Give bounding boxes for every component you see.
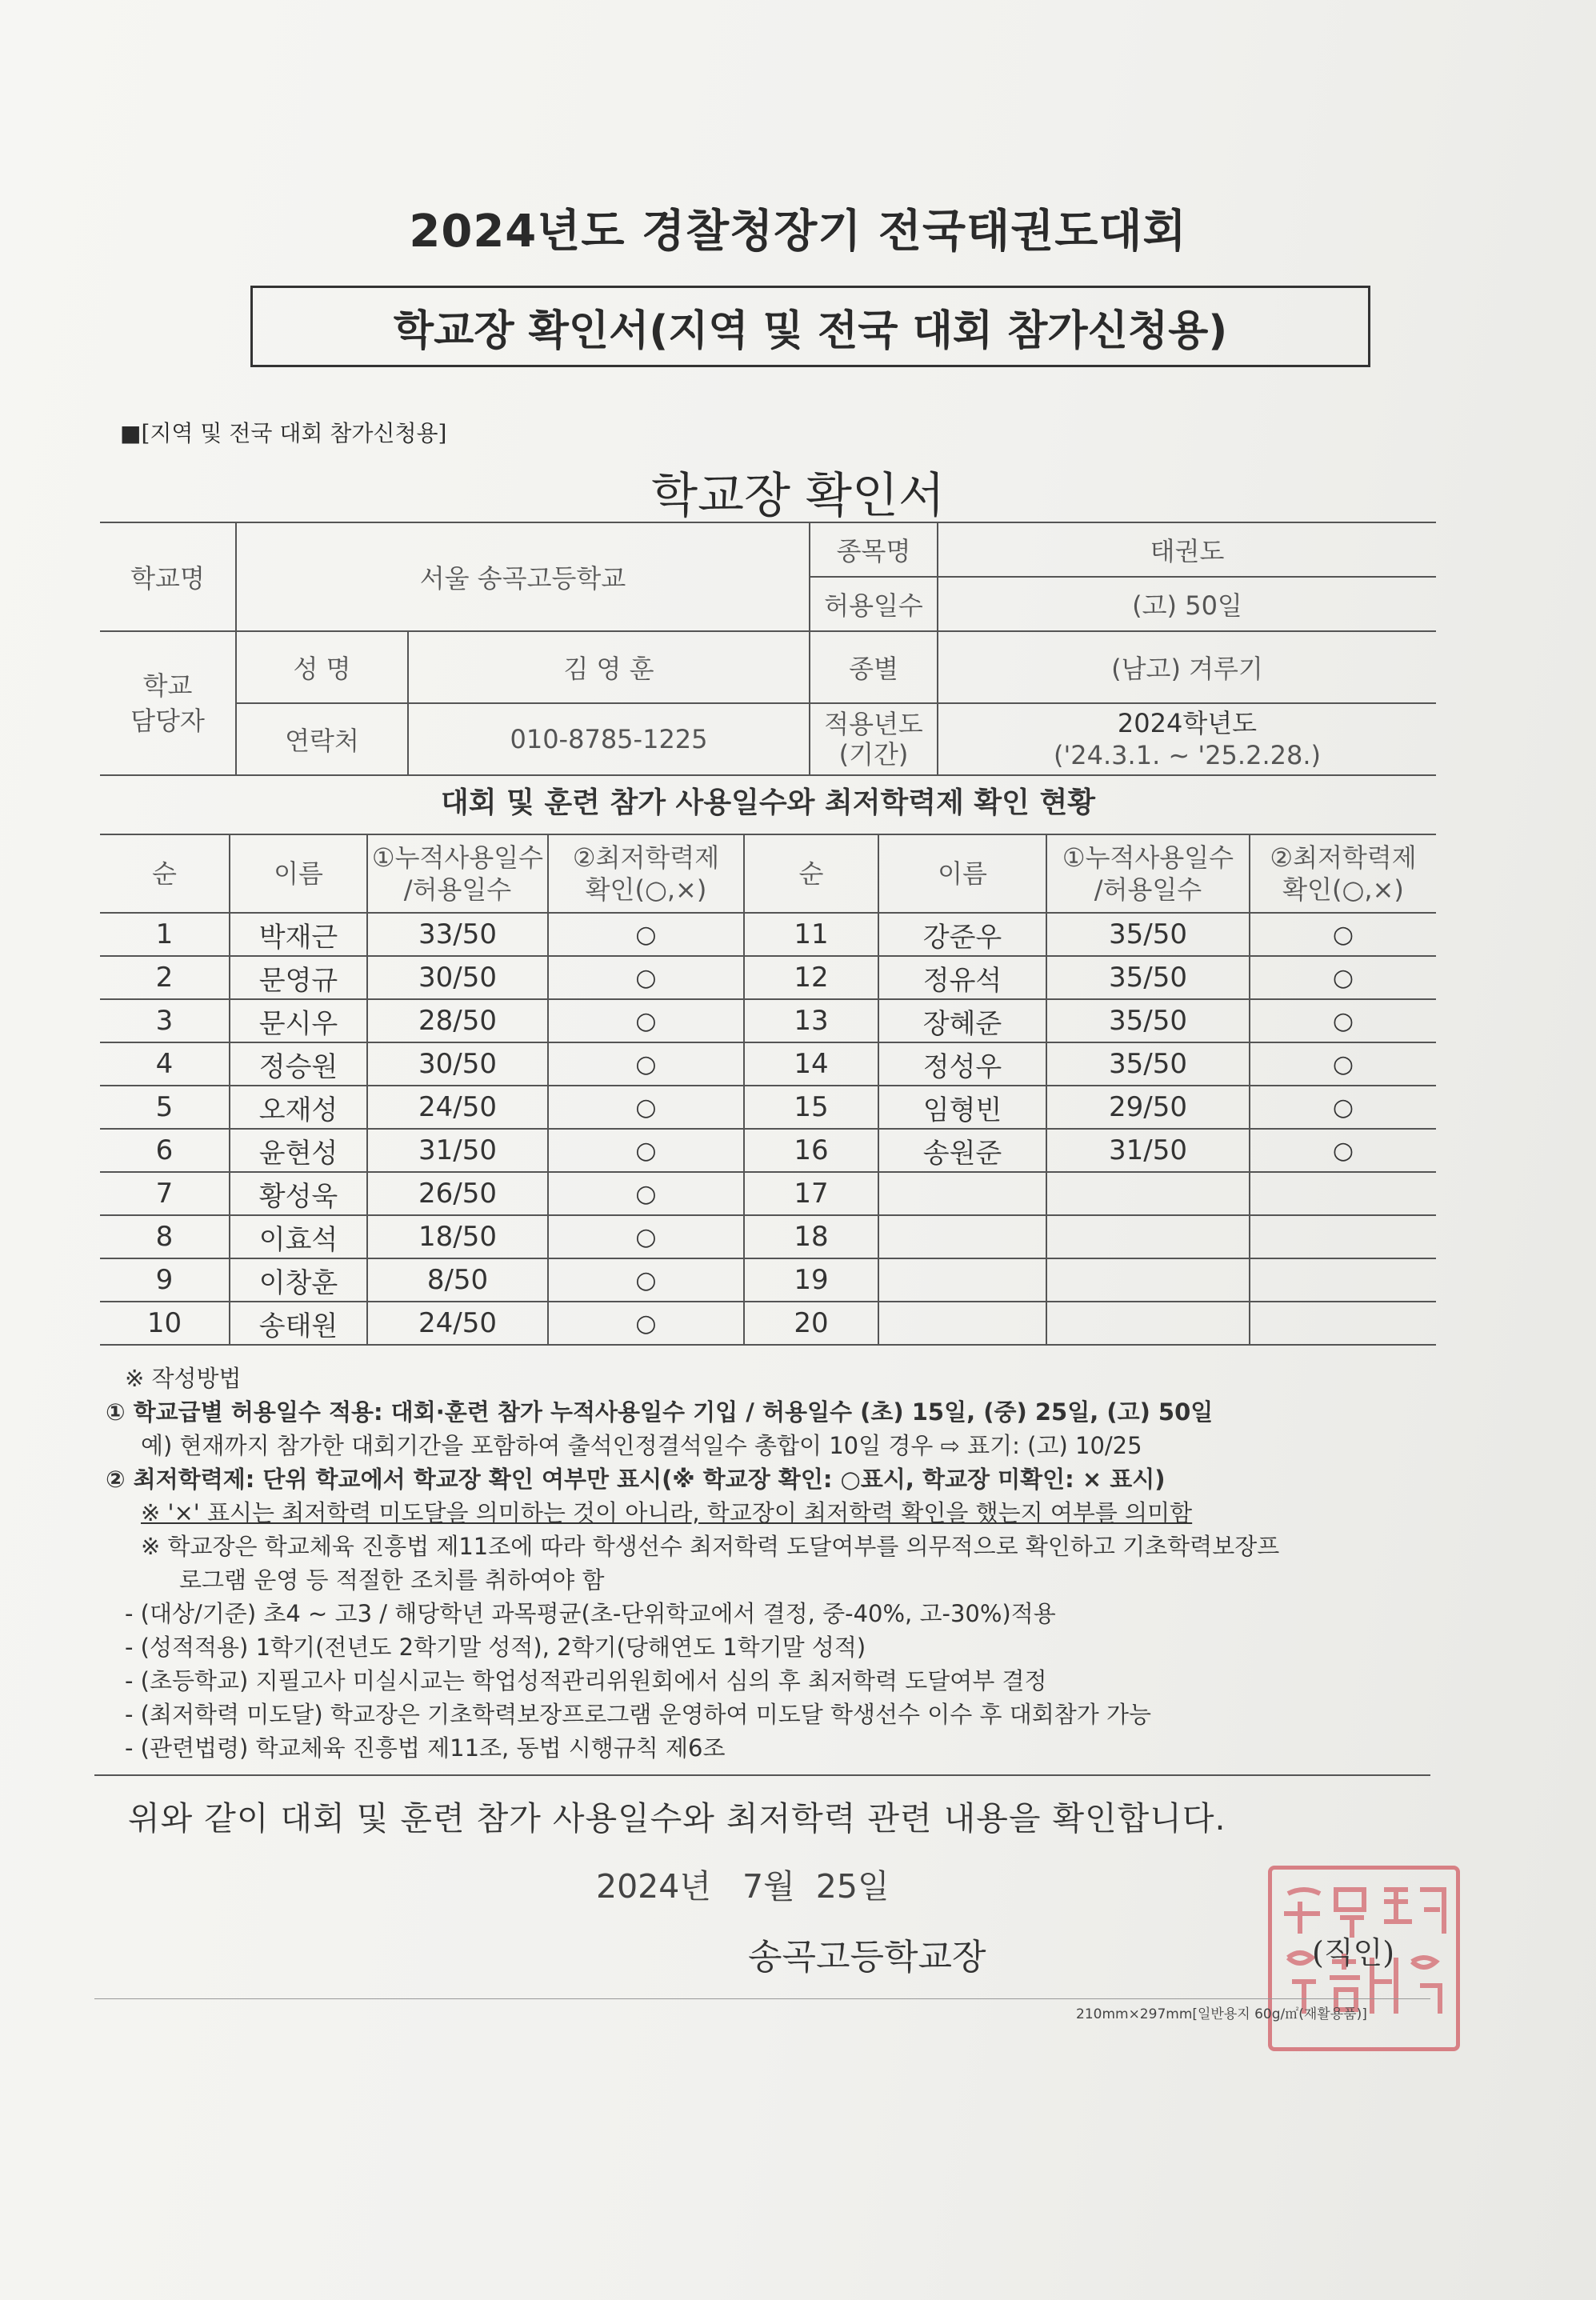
notes-heading: ※ 작성방법 [125,1365,242,1392]
cell-name [878,1172,1046,1215]
cell-num: 17 [744,1172,878,1215]
cell-name: 이효석 [230,1215,367,1258]
table-body [100,913,1436,1345]
cell-days [1046,1258,1250,1302]
cell-days: 28/50 [367,999,548,1042]
table-row [100,956,1436,999]
cell-num: 11 [744,913,878,956]
detail-target: - (대상/기준) 초4 ~ 고3 / 해당학년 과목평균(초-단위학교에서 결정, 중-40%, 고-30%)적용 [125,1600,1056,1627]
cell-num: 4 [100,1042,230,1086]
cell-check: ○ [548,1042,744,1086]
cell-check: ○ [1250,1042,1436,1086]
cell-check: ○ [548,999,744,1042]
cell-check [1250,1215,1436,1258]
cell-check: ○ [548,1215,744,1258]
contact-label: 연락처 [236,703,408,775]
allowed-days-label: 허용일수 [810,577,938,631]
cell-check: ○ [1250,1086,1436,1129]
cell-check: ○ [1250,913,1436,956]
school-info-table [100,522,1436,776]
cell-name: 박재근 [230,913,367,956]
note-example: 예) 현재까지 참가한 대회기간을 포함하여 출석인정결석일수 총합이 10일 경우 ⇨ 표기: (고) 10/25 [141,1432,1142,1459]
cell-num: 12 [744,956,878,999]
cell-days: 35/50 [1046,999,1250,1042]
form-title-box: 학교장 확인서(지역 및 전국 대회 참가신청용) [250,286,1370,367]
note-min-academic: ② 최저학력제: 단위 학교에서 학교장 확인 여부만 표시(※ 학교장 확인: ○표시, 학교장 미확인: × 표시) [106,1466,1166,1493]
table-row [100,913,1436,956]
cell-num: 7 [100,1172,230,1215]
cell-days: 30/50 [367,1042,548,1086]
cell-check: ○ [1250,999,1436,1042]
table-row [100,1129,1436,1172]
category-label: 종별 [810,631,938,703]
header-check: ②최저학력제 확인(○,×) [1250,834,1436,913]
cell-num: 5 [100,1086,230,1129]
header-name: 이름 [878,834,1046,913]
period-value [938,703,1436,775]
table-row [100,1172,1436,1215]
event-value: 태권도 [938,522,1436,577]
header-days: ①누적사용일수 /허용일수 [367,834,548,913]
cell-days [1046,1302,1250,1345]
cell-name: 문영규 [230,956,367,999]
seal-mark-text: (직인) [1312,1935,1395,1970]
manager-label: 학교 담당자 [100,631,236,775]
detail-law: - (관련법령) 학교체육 진흥법 제11조, 동법 시행규칙 제6조 [125,1734,726,1762]
cell-check: ○ [1250,956,1436,999]
header-num: 순 [744,834,878,913]
contact-value: 010-8785-1225 [408,703,810,775]
header-check: ②최저학력제 확인(○,×) [548,834,744,913]
name-label: 성 명 [236,631,408,703]
cell-name: 정유석 [878,956,1046,999]
cell-days: 29/50 [1046,1086,1250,1129]
cell-check [1250,1172,1436,1215]
cell-num: 19 [744,1258,878,1302]
cell-days: 35/50 [1046,1042,1250,1086]
table-row [100,1215,1436,1258]
cell-days [1046,1215,1250,1258]
cell-days: 26/50 [367,1172,548,1215]
participation-table [100,834,1436,1346]
instructions [106,1362,1466,1765]
detail-elementary: - (초등학교) 지필고사 미실시교는 학업성적관리위원회에서 심의 후 최저학력 도달여부 결정 [125,1667,1047,1694]
cell-name: 윤현성 [230,1129,367,1172]
cell-name: 강준우 [878,913,1046,956]
principal-name: 송곡고등학교장 [748,1937,986,1978]
school-name-value: 서울 송곡고등학교 [236,522,810,631]
status-title: 대회 및 훈련 참가 사용일수와 최저학력제 확인 현황 [440,786,1096,819]
confirmation-date: 2024년 7월 25일 [596,1867,890,1906]
cell-days: 18/50 [367,1215,548,1258]
note-principal-duty-cont: 로그램 운영 등 적절한 조치를 취하여야 함 [179,1566,605,1594]
cell-name [878,1302,1046,1345]
cell-name [878,1215,1046,1258]
cell-num: 15 [744,1086,878,1129]
cell-days [1046,1172,1250,1215]
cell-check: ○ [548,1086,744,1129]
cell-num: 18 [744,1215,878,1258]
table-row [100,999,1436,1042]
detail-grades: - (성적적용) 1학기(전년도 2학기말 성적), 2학기(당해연도 1학기말 성적) [125,1634,866,1661]
cell-name: 정승원 [230,1042,367,1086]
detail-not-reached: - (최저학력 미도달) 학교장은 기초학력보장프로그램 운영하여 미도달 학생선수 이수 후 대회참가 가능 [125,1701,1152,1728]
cell-days: 31/50 [367,1129,548,1172]
cell-days: 24/50 [367,1302,548,1345]
table-row [100,1258,1436,1302]
note-principal-duty: ※ 학교장은 학교체육 진흥법 제11조에 따라 학생선수 최저학력 도달여부를 의무적으로 확인하고 기초학력보장프 [141,1533,1280,1560]
document-title: 학교장 확인서 [651,468,945,524]
cell-num: 3 [100,999,230,1042]
cell-name: 오재성 [230,1086,367,1129]
cell-check: ○ [548,1172,744,1215]
section-tag: ■[지역 및 전국 대회 참가신청용] [120,420,447,446]
period-year: 2024학년도 [1117,708,1258,738]
cell-num: 1 [100,913,230,956]
cell-num: 8 [100,1215,230,1258]
cell-num: 20 [744,1302,878,1345]
header-name: 이름 [230,834,367,913]
cell-days: 35/50 [1046,913,1250,956]
cell-num: 14 [744,1042,878,1086]
cell-name: 장혜준 [878,999,1046,1042]
cell-check: ○ [1250,1129,1436,1172]
cell-name: 임형빈 [878,1086,1046,1129]
divider-top [94,1774,1430,1776]
school-name-label: 학교명 [100,522,236,631]
cell-check: ○ [548,1302,744,1345]
category-value: (남고) 겨루기 [938,631,1436,703]
cell-days: 33/50 [367,913,548,956]
cell-num: 13 [744,999,878,1042]
cell-name [878,1258,1046,1302]
note-x-meaning: ※ '×' 표시는 최저학력 미도달을 의미하는 것이 아니라, 학교장이 최저학력 확인을 했는지 여부를 의미함 [141,1499,1193,1526]
confirmation-statement: 위와 같이 대회 및 훈련 참가 사용일수와 최저학력 관련 내용을 확인합니다. [128,1799,1226,1838]
cell-name: 이창훈 [230,1258,367,1302]
cell-name: 송태원 [230,1302,367,1345]
period-range: ('24.3.1. ~ '25.2.28.) [1054,740,1321,770]
cell-days: 31/50 [1046,1129,1250,1172]
table-header-row [100,834,1436,913]
cell-num: 10 [100,1302,230,1345]
cell-num: 2 [100,956,230,999]
table-row [100,1042,1436,1086]
cell-check [1250,1258,1436,1302]
cell-check: ○ [548,1258,744,1302]
cell-days: 30/50 [367,956,548,999]
header-num: 순 [100,834,230,913]
cell-num: 9 [100,1258,230,1302]
cell-check: ○ [548,913,744,956]
cell-check: ○ [548,956,744,999]
divider-bottom [94,1998,1430,1999]
allowed-days-value: (고) 50일 [938,577,1436,631]
cell-name: 문시우 [230,999,367,1042]
header-days: ①누적사용일수 /허용일수 [1046,834,1250,913]
cell-days: 35/50 [1046,956,1250,999]
cell-num: 16 [744,1129,878,1172]
cell-num: 6 [100,1129,230,1172]
period-label: 적용년도 (기간) [810,703,938,775]
competition-title: 2024년도 경찰청장기 전국태권도대회 [409,206,1187,258]
paper-spec-footer: 210mm×297mm[일반용지 60g/㎡(재활용품)] [1076,2006,1367,2022]
table-row [100,1086,1436,1129]
cell-days: 8/50 [367,1258,548,1302]
note-allowed-days: ① 학교급별 허용일수 적용: 대회·훈련 참가 누적사용일수 기입 / 허용일수 (초) 15일, (중) 25일, (고) 50일 [106,1398,1214,1426]
cell-name: 송원준 [878,1129,1046,1172]
cell-name: 정성우 [878,1042,1046,1086]
cell-check: ○ [548,1129,744,1172]
cell-check [1250,1302,1436,1345]
name-value: 김 영 훈 [408,631,810,703]
cell-name: 황성욱 [230,1172,367,1215]
event-label: 종목명 [810,522,938,577]
cell-days: 24/50 [367,1086,548,1129]
table-row [100,1302,1436,1345]
